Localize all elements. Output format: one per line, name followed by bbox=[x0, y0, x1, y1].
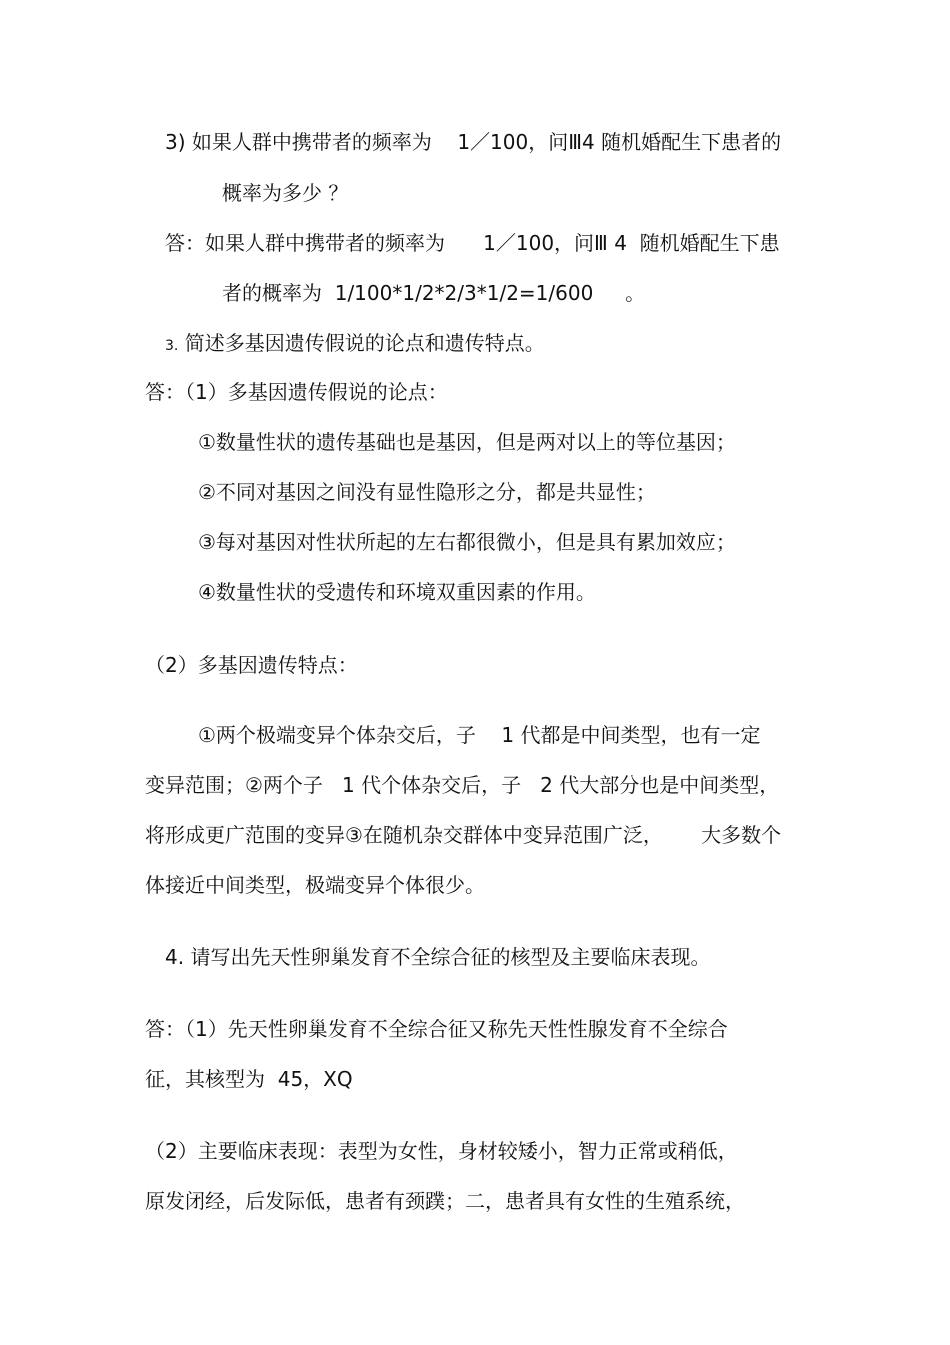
point-3: ③每对基因对性状所起的左右都很微小，但是具有累加效应； bbox=[198, 530, 736, 554]
answer-3-sub-3-line-2: 者的概率为 1/100*1/2*2/3*1/2=1/600 。 bbox=[222, 281, 646, 305]
answer-4-line-2: 征，其核型为 45，XQ bbox=[145, 1067, 353, 1091]
answer-3-part-1-heading: 答：（1）多基因遗传假说的论点： bbox=[145, 380, 448, 404]
question-3-sub-3-line-1: 3) 如果人群中携带者的频率为 1／100，问Ⅲ4 随机婚配生下患者的 bbox=[165, 130, 782, 154]
question-number: 3. bbox=[165, 338, 179, 354]
answer-4-part-2-line-2: 原发闭经，后发际低，患者有颈蹼；二，患者具有女性的生殖系统， bbox=[145, 1189, 745, 1213]
point-2: ②不同对基因之间没有显性隐形之分，都是共显性； bbox=[198, 480, 656, 504]
question-4-heading: 4. 请写出先天性卵巢发育不全综合征的核型及主要临床表现。 bbox=[165, 945, 711, 969]
answer-3-sub-3-line-1: 答：如果人群中携带者的频率为 1／100，问Ⅲ 4 随机婚配生下患 bbox=[165, 231, 780, 255]
point-4: ④数量性状的受遗传和环境双重因素的作用。 bbox=[198, 580, 596, 604]
feature-line-4: 体接近中间类型，极端变异个体很少。 bbox=[145, 873, 485, 897]
question-3-heading bbox=[165, 331, 545, 355]
question-3-sub-3-line-2: 概率为多少 ？ bbox=[222, 181, 349, 205]
feature-line-2: 变异范围；②两个子 1 代个体杂交后，子 2 代大部分也是中间类型， bbox=[145, 773, 780, 797]
question-3-text: 简述多基因遗传假说的论点和遗传特点。 bbox=[184, 331, 545, 355]
answer-4-line-1: 答：（1）先天性卵巢发育不全综合征又称先天性性腺发育不全综合 bbox=[145, 1017, 728, 1041]
answer-4-part-2-line-1: （2）主要临床表现：表型为女性，身材较矮小，智力正常或稍低， bbox=[145, 1139, 738, 1163]
feature-line-1: ①两个极端变异个体杂交后，子 1 代都是中间类型，也有一定 bbox=[198, 723, 761, 747]
feature-line-3: 将形成更广范围的变异③在随机杂交群体中变异范围广泛， 大多数个 bbox=[145, 823, 782, 847]
answer-3-part-2-heading: （2）多基因遗传特点： bbox=[145, 653, 358, 677]
point-1: ①数量性状的遗传基础也是基因，但是两对以上的等位基因； bbox=[198, 430, 736, 454]
